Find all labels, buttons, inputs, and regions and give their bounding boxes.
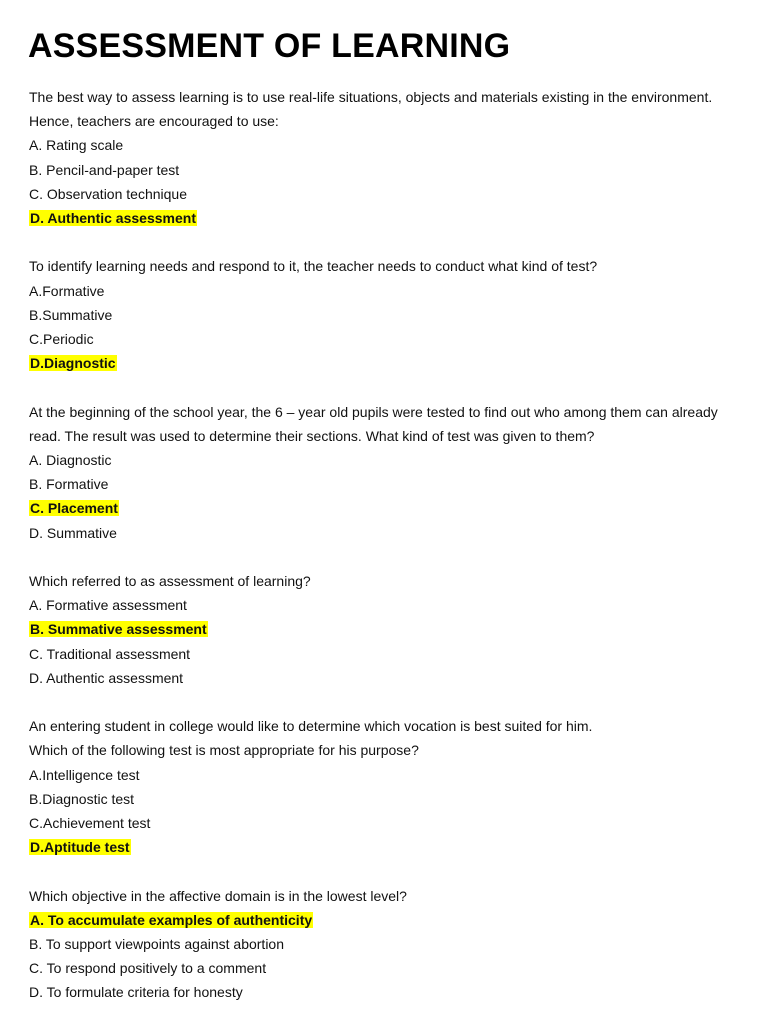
answer-option [29, 980, 741, 1004]
question-block [29, 569, 741, 690]
answer-option-text: C. Observation technique [29, 185, 187, 202]
answer-highlight: A. To accumulate examples of authenticity [30, 911, 313, 928]
answer-option [29, 158, 741, 182]
answer-option [29, 327, 741, 351]
answer-option [29, 811, 741, 835]
correct-answer-option [29, 835, 741, 859]
answer-option-text: C.Achievement test [29, 815, 151, 832]
answer-option [29, 932, 741, 956]
answer-option [29, 279, 741, 303]
answer-option-text: C.Periodic [29, 331, 94, 348]
answer-option-text: D. Authentic assessment [29, 669, 184, 686]
question-block [29, 254, 741, 375]
answer-highlight: B. Summative assessment [30, 621, 207, 638]
answer-option-text: B.Diagnostic test [29, 790, 135, 807]
answer-option [29, 763, 741, 787]
correct-answer-option [29, 908, 741, 932]
answer-option-text: A. Formative assessment [29, 597, 187, 614]
answer-option-text: A.Formative [29, 282, 105, 299]
answer-option [29, 182, 741, 206]
answer-option-text: D. Summative [29, 524, 117, 541]
question-stem-line: An entering student in college would like to determine which vocation is best suited for him. [29, 718, 593, 735]
answer-option [29, 448, 741, 472]
answer-option-text: B. To support viewpoints against abortion [29, 936, 285, 953]
answer-option-text: D. To formulate criteria for honesty [29, 984, 243, 1001]
question-stem-line: The best way to assess learning is to use real-life situations, objects and materials existing in the environment. [29, 89, 713, 105]
answer-option [29, 521, 741, 545]
correct-answer-option [29, 617, 741, 641]
correct-answer-option [29, 351, 741, 375]
answer-option-text: C. Traditional assessment [29, 645, 191, 662]
question-stem-line: At the beginning of the school year, the 6 – year old pupils were tested to find out who among them can already [29, 403, 718, 420]
answer-highlight: D.Diagnostic [30, 355, 116, 372]
question-stem-line: read. The result was used to determine their sections. What kind of test was given to them? [29, 427, 595, 444]
question-block [29, 714, 741, 859]
question-stem-line: Which referred to as assessment of learning? [29, 573, 311, 590]
answer-option-text: A.Intelligence test [29, 766, 140, 783]
answer-highlight: D.Aptitude test [30, 839, 130, 856]
answer-option-text: C. To respond positively to a comment [29, 960, 267, 977]
answer-option-text: A. Rating scale [29, 137, 124, 154]
answer-highlight: C. Placement [30, 500, 118, 517]
correct-answer-option [29, 206, 741, 230]
answer-option-text: B. Pencil-and-paper test [29, 161, 180, 178]
answer-option [29, 956, 741, 980]
answer-option [29, 593, 741, 617]
question-stem-line: To identify learning needs and respond to it, the teacher needs to conduct what kind of test? [29, 258, 598, 275]
question-stem-line: Hence, teachers are encouraged to use: [29, 113, 279, 130]
question-stem-line: Which of the following test is most appropriate for his purpose? [29, 742, 419, 759]
answer-option-text: A. Diagnostic [29, 452, 112, 469]
answer-option-text: B.Summative [29, 306, 113, 323]
answer-option [29, 133, 741, 157]
answer-highlight: D. Authentic assessment [30, 210, 196, 227]
page-title: ASSESSMENT OF LEARNING [28, 27, 511, 65]
answer-option [29, 666, 741, 690]
correct-answer-option [29, 496, 741, 520]
question-block [29, 400, 741, 545]
question-list [29, 85, 741, 1029]
question-block [29, 85, 741, 230]
question-stem-line: Which objective in the affective domain is in the lowest level? [29, 887, 407, 904]
answer-option [29, 472, 741, 496]
answer-option-text: B. Formative [29, 476, 109, 493]
answer-option [29, 303, 741, 327]
answer-option [29, 787, 741, 811]
answer-option [29, 642, 741, 666]
question-block [29, 884, 741, 1005]
